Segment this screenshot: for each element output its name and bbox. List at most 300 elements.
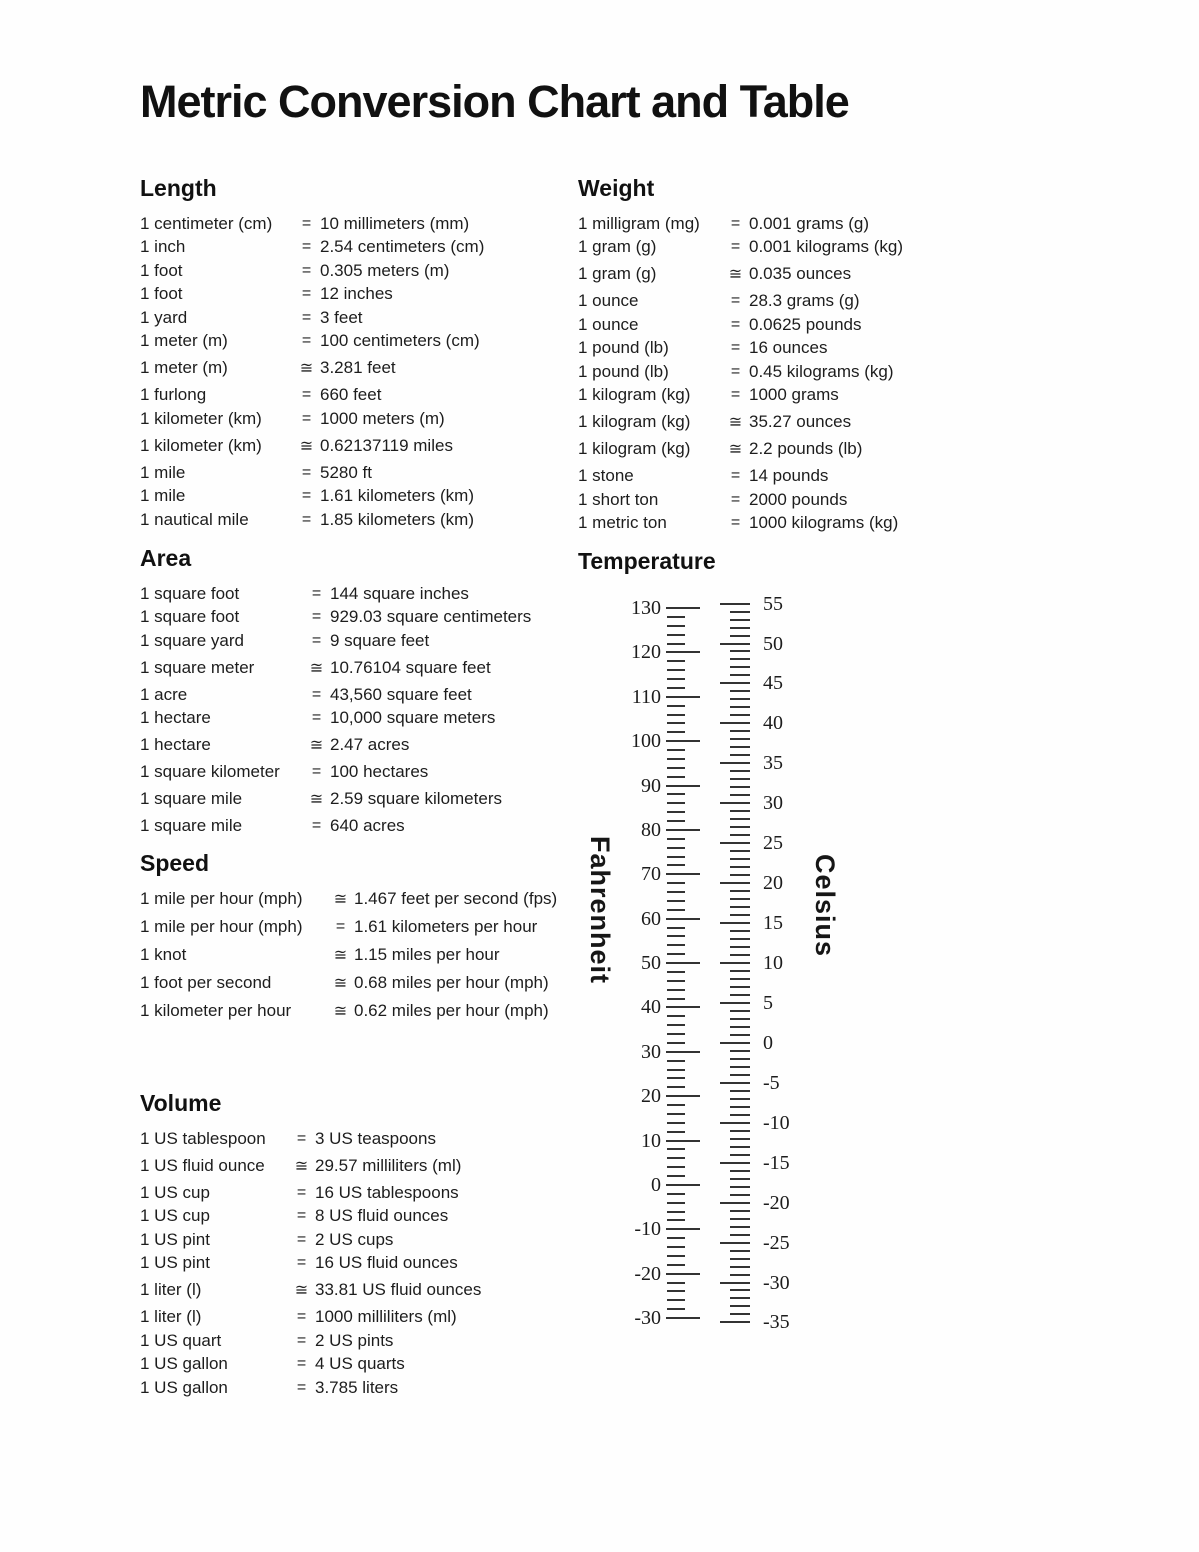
relation-symbol: = — [311, 584, 322, 602]
celsius-tick — [730, 898, 750, 900]
conversion-value: 660 feet — [320, 385, 382, 405]
conversion-row — [578, 438, 1038, 462]
fahrenheit-tick-label: 130 — [631, 597, 661, 619]
fahrenheit-tick — [667, 643, 685, 645]
fahrenheit-tick — [667, 980, 685, 982]
celsius-tick — [730, 1074, 750, 1076]
celsius-tick — [730, 1274, 750, 1276]
celsius-tick — [730, 770, 750, 772]
celsius-tick — [730, 1130, 750, 1132]
relation-symbol: = — [311, 709, 322, 727]
conversion-term: 1 foot per second — [140, 973, 272, 993]
conversion-row — [140, 212, 585, 236]
relation-symbol: ≅ — [728, 441, 743, 459]
section-length — [140, 174, 585, 532]
conversion-term: 1 square meter — [140, 657, 255, 677]
relation-symbol: = — [730, 362, 741, 380]
celsius-tick — [720, 643, 750, 645]
relation-symbol: = — [301, 463, 312, 481]
relation-symbol: ≅ — [728, 266, 743, 284]
fahrenheit-tick-label: 100 — [631, 730, 661, 753]
fahrenheit-tick — [667, 820, 685, 822]
fahrenheit-tick — [666, 1317, 700, 1319]
celsius-tick — [730, 1090, 750, 1092]
fahrenheit-tick — [667, 838, 685, 840]
fahrenheit-tick-label: 70 — [641, 863, 661, 886]
fahrenheit-tick — [667, 1237, 685, 1239]
celsius-tick — [730, 874, 750, 876]
celsius-tick — [730, 914, 750, 916]
conversion-row — [578, 488, 1038, 512]
fahrenheit-tick — [666, 696, 700, 698]
celsius-tick-label: 0 — [763, 1031, 773, 1054]
conversion-row — [140, 707, 585, 731]
fahrenheit-tick — [667, 722, 685, 724]
conversion-row — [140, 407, 585, 431]
celsius-tick-label: 40 — [763, 712, 783, 735]
celsius-tick — [720, 1122, 750, 1124]
fahrenheit-tick — [667, 687, 685, 689]
celsius-tick — [730, 866, 750, 868]
conversion-row — [578, 384, 1038, 408]
conversion-value: 8 US fluid ounces — [315, 1206, 449, 1226]
conversion-value: 1000 kilograms (kg) — [749, 513, 899, 533]
conversion-row — [578, 411, 1038, 435]
celsius-tick — [720, 882, 750, 884]
conversion-term: 1 meter (m) — [140, 331, 228, 351]
conversion-value: 0.0625 pounds — [749, 314, 862, 334]
conversion-row — [140, 306, 585, 330]
fahrenheit-tick-label: 110 — [631, 685, 661, 708]
conversion-row — [140, 971, 610, 996]
conversion-term: 1 pound (lb) — [578, 361, 669, 381]
conversion-row — [140, 788, 585, 812]
fahrenheit-tick — [667, 1042, 685, 1044]
conversion-row — [140, 1228, 585, 1252]
conversion-value: 3 feet — [320, 307, 363, 327]
conversion-term: 1 acre — [140, 684, 188, 704]
conversion-value: 0.035 ounces — [749, 264, 852, 284]
celsius-tick — [730, 714, 750, 716]
fahrenheit-tick — [666, 1228, 700, 1230]
fahrenheit-tick — [667, 998, 685, 1000]
celsius-tick — [720, 1002, 750, 1004]
conversion-row — [140, 734, 585, 758]
celsius-tick — [730, 1194, 750, 1196]
celsius-tick — [730, 1218, 750, 1220]
conversion-value: 4 US quarts — [315, 1354, 405, 1374]
fahrenheit-tick-label: -20 — [634, 1262, 661, 1285]
fahrenheit-tick — [666, 962, 700, 964]
fahrenheit-tick-label: -30 — [634, 1307, 661, 1329]
conversion-value: 10,000 square meters — [330, 708, 496, 728]
conversion-row — [140, 236, 585, 260]
celsius-tick — [720, 1321, 750, 1323]
fahrenheit-tick — [666, 873, 700, 875]
fahrenheit-tick — [667, 1193, 685, 1195]
fahrenheit-axis-label: Fahrenheit — [585, 836, 615, 985]
fahrenheit-tick — [667, 625, 685, 627]
section-area — [140, 544, 585, 838]
celsius-tick-label: -25 — [763, 1231, 790, 1254]
fahrenheit-tick — [667, 864, 685, 866]
celsius-tick — [730, 1313, 750, 1315]
celsius-tick-label: -5 — [763, 1071, 780, 1094]
conversion-term: 1 yard — [140, 307, 188, 327]
celsius-tick — [730, 906, 750, 908]
conversion-value: 1000 milliliters (ml) — [315, 1307, 457, 1327]
celsius-tick — [730, 666, 750, 668]
fahrenheit-tick — [667, 1060, 685, 1062]
fahrenheit-tick — [667, 1246, 685, 1248]
conversion-row — [578, 263, 1038, 287]
relation-symbol: = — [730, 514, 741, 532]
section-title-area: Area — [140, 545, 192, 571]
relation-symbol: ≅ — [309, 791, 324, 809]
relation-symbol: = — [301, 409, 312, 427]
celsius-tick-label: 5 — [763, 991, 773, 1014]
fahrenheit-tick-label: 50 — [641, 952, 661, 974]
fahrenheit-tick — [666, 607, 700, 609]
conversion-term: 1 US cup — [140, 1182, 210, 1202]
relation-symbol: ≅ — [299, 437, 314, 455]
celsius-tick — [730, 938, 750, 940]
fahrenheit-tick — [667, 1290, 685, 1292]
conversion-term: 1 hectare — [140, 735, 211, 755]
conversion-value: 10 millimeters (mm) — [320, 213, 470, 233]
conversion-value: 929.03 square centimeters — [330, 607, 532, 627]
conversion-row — [140, 915, 610, 940]
celsius-tick — [720, 922, 750, 924]
celsius-tick — [730, 706, 750, 708]
celsius-tick-label: 30 — [763, 792, 783, 815]
fahrenheit-tick — [667, 1069, 685, 1071]
relation-symbol: = — [301, 238, 312, 256]
conversion-value: 0.62 miles per hour (mph) — [354, 1001, 549, 1021]
area-rows — [140, 582, 585, 838]
celsius-tick — [730, 698, 750, 700]
conversion-term: 1 kilometer per hour — [140, 1001, 292, 1021]
relation-symbol: ≅ — [309, 659, 324, 677]
conversion-value: 1.467 feet per second (fps) — [354, 889, 558, 909]
conversion-row — [578, 313, 1038, 337]
conversion-term: 1 furlong — [140, 385, 207, 405]
fahrenheit-tick — [667, 1077, 685, 1079]
relation-symbol: ≅ — [294, 1157, 309, 1175]
fahrenheit-tick — [667, 1122, 685, 1124]
fahrenheit-tick — [667, 793, 685, 795]
celsius-tick-label: 45 — [763, 672, 783, 695]
fahrenheit-tick — [667, 909, 685, 911]
celsius-tick — [730, 930, 750, 932]
conversion-value: 100 hectares — [330, 762, 429, 782]
fahrenheit-tick — [667, 856, 685, 858]
fahrenheit-tick-label: -10 — [634, 1218, 661, 1241]
conversion-value: 1000 meters (m) — [320, 408, 445, 428]
conversion-row — [140, 485, 585, 509]
fahrenheit-tick-label: 40 — [641, 996, 661, 1019]
celsius-tick — [730, 1066, 750, 1068]
relation-symbol: = — [730, 386, 741, 404]
conversion-term: 1 nautical mile — [140, 509, 249, 529]
celsius-tick — [730, 1258, 750, 1260]
fahrenheit-tick — [667, 847, 685, 849]
celsius-tick — [730, 619, 750, 621]
celsius-tick — [730, 1050, 750, 1052]
conversion-value: 3 US teaspoons — [315, 1128, 436, 1148]
conversion-term: 1 kilogram (kg) — [578, 412, 691, 432]
conversion-value: 144 square inches — [330, 583, 469, 603]
conversion-value: 100 centimeters (cm) — [320, 331, 480, 351]
fahrenheit-tick — [667, 731, 685, 733]
fahrenheit-tick — [666, 1140, 700, 1142]
celsius-tick-label: 35 — [763, 752, 783, 775]
fahrenheit-tick-label: 80 — [641, 818, 661, 841]
fahrenheit-tick — [667, 660, 685, 662]
conversion-value: 2.2 pounds (lb) — [749, 439, 863, 459]
conversion-value: 16 US fluid ounces — [315, 1253, 458, 1273]
conversion-value: 10.76104 square feet — [330, 657, 491, 677]
fahrenheit-tick — [667, 989, 685, 991]
conversion-value: 3.785 liters — [315, 1377, 399, 1397]
conversion-row — [140, 606, 585, 630]
fahrenheit-tick — [666, 651, 700, 653]
relation-symbol: = — [296, 1355, 307, 1373]
conversion-row — [140, 259, 585, 283]
conversion-value: 29.57 milliliters (ml) — [315, 1155, 462, 1175]
fahrenheit-tick — [666, 1095, 700, 1097]
celsius-tick — [720, 762, 750, 764]
conversion-row — [140, 1205, 585, 1229]
celsius-tick — [730, 1266, 750, 1268]
conversion-term: 1 US quart — [140, 1330, 222, 1350]
speed-rows — [140, 887, 610, 1024]
fahrenheit-tick — [667, 891, 685, 893]
celsius-tick — [730, 810, 750, 812]
relation-symbol: = — [730, 490, 741, 508]
conversion-value: 0.305 meters (m) — [320, 260, 450, 280]
fahrenheit-tick — [667, 714, 685, 716]
fahrenheit-tick — [667, 1202, 685, 1204]
conversion-value: 1.61 kilometers (km) — [320, 486, 474, 506]
fahrenheit-tick — [667, 1299, 685, 1301]
celsius-tick — [730, 658, 750, 660]
celsius-tick — [720, 1162, 750, 1164]
celsius-tick — [730, 746, 750, 748]
conversion-value: 3.281 feet — [320, 358, 396, 378]
conversion-row — [140, 384, 585, 408]
celsius-tick — [730, 611, 750, 613]
celsius-tick-label: 25 — [763, 832, 783, 855]
section-temperature — [578, 547, 878, 575]
conversion-term: 1 kilometer (km) — [140, 408, 262, 428]
conversion-term: 1 inch — [140, 237, 186, 257]
conversion-value: 12 inches — [320, 284, 393, 304]
fahrenheit-tick — [667, 1113, 685, 1115]
conversion-term: 1 kilogram (kg) — [578, 439, 691, 459]
fahrenheit-tick — [667, 1308, 685, 1310]
conversion-value: 1000 grams — [749, 385, 839, 405]
fahrenheit-tick — [666, 918, 700, 920]
celsius-tick — [730, 794, 750, 796]
conversion-value: 0.68 miles per hour (mph) — [354, 973, 549, 993]
fahrenheit-tick — [667, 1175, 685, 1177]
conversion-term: 1 liter (l) — [140, 1307, 202, 1327]
fahrenheit-tick — [667, 1211, 685, 1213]
section-speed — [140, 849, 610, 1027]
conversion-row — [140, 283, 585, 307]
fahrenheit-tick — [666, 829, 700, 831]
conversion-row — [140, 629, 585, 653]
celsius-tick — [730, 754, 750, 756]
fahrenheit-tick — [667, 802, 685, 804]
conversion-value: 5280 ft — [320, 462, 372, 482]
conversion-term: 1 mile — [140, 486, 186, 506]
conversion-row — [140, 1329, 585, 1353]
celsius-tick — [720, 722, 750, 724]
fahrenheit-tick — [666, 1051, 700, 1053]
conversion-term: 1 square foot — [140, 583, 240, 603]
fahrenheit-tick — [667, 1264, 685, 1266]
section-volume — [140, 1089, 585, 1400]
conversion-row — [140, 1154, 585, 1178]
conversion-value: 0.001 grams (g) — [749, 213, 869, 233]
celsius-tick — [720, 962, 750, 964]
conversion-term: 1 US cup — [140, 1206, 210, 1226]
celsius-tick — [730, 826, 750, 828]
conversion-term: 1 centimeter (cm) — [140, 213, 273, 233]
weight-rows — [578, 212, 1038, 535]
relation-symbol: = — [730, 214, 741, 232]
celsius-tick — [730, 1250, 750, 1252]
conversion-row — [140, 683, 585, 707]
conversion-row — [140, 1181, 585, 1205]
celsius-tick — [730, 978, 750, 980]
conversion-value: 9 square feet — [330, 630, 430, 650]
relation-symbol: ≅ — [728, 414, 743, 432]
conversion-value: 2 US cups — [315, 1229, 394, 1249]
conversion-term: 1 knot — [140, 945, 187, 965]
celsius-tick — [730, 690, 750, 692]
relation-symbol: = — [730, 467, 741, 485]
conversion-row — [140, 508, 585, 532]
fahrenheit-tick — [667, 1024, 685, 1026]
conversion-term: 1 US tablespoon — [140, 1128, 266, 1148]
fahrenheit-tick — [667, 1033, 685, 1035]
relation-symbol: = — [311, 817, 322, 835]
conversion-value: 33.81 US fluid ounces — [315, 1280, 482, 1300]
fahrenheit-tick — [667, 1166, 685, 1168]
fahrenheit-tick — [667, 1015, 685, 1017]
conversion-term: 1 square kilometer — [140, 762, 280, 782]
fahrenheit-tick — [667, 1148, 685, 1150]
celsius-tick — [730, 1297, 750, 1299]
conversion-value: 2 US pints — [315, 1330, 394, 1350]
conversion-value: 640 acres — [330, 816, 405, 836]
relation-symbol: = — [301, 332, 312, 350]
relation-symbol: = — [301, 214, 312, 232]
celsius-tick-label: -20 — [763, 1191, 790, 1214]
conversion-term: 1 ounce — [578, 291, 639, 311]
conversion-row — [140, 1353, 585, 1377]
relation-symbol: = — [730, 339, 741, 357]
conversion-row — [578, 290, 1038, 314]
relation-symbol: = — [730, 292, 741, 310]
volume-rows — [140, 1127, 585, 1400]
celsius-tick — [730, 1098, 750, 1100]
celsius-tick — [730, 994, 750, 996]
celsius-tick — [730, 1178, 750, 1180]
conversion-row — [140, 582, 585, 606]
fahrenheit-tick — [667, 678, 685, 680]
page-title: Metric Conversion Chart and Table — [140, 76, 849, 127]
celsius-tick — [730, 1226, 750, 1228]
celsius-tick — [730, 650, 750, 652]
relation-symbol: = — [296, 1254, 307, 1272]
conversion-term: 1 foot — [140, 284, 183, 304]
conversion-term: 1 kilogram (kg) — [578, 385, 691, 405]
conversion-term: 1 milligram (mg) — [578, 213, 700, 233]
conversion-row — [140, 330, 585, 354]
celsius-tick-label: 50 — [763, 632, 783, 655]
fahrenheit-tick — [667, 927, 685, 929]
relation-symbol: = — [311, 608, 322, 626]
conversion-value: 16 US tablespoons — [315, 1182, 459, 1202]
fahrenheit-tick-label: 0 — [651, 1173, 661, 1196]
celsius-tick — [730, 1170, 750, 1172]
relation-symbol: ≅ — [299, 360, 314, 378]
conversion-term: 1 liter (l) — [140, 1280, 202, 1300]
celsius-tick — [720, 1282, 750, 1284]
fahrenheit-tick — [666, 1006, 700, 1008]
conversion-row — [578, 360, 1038, 384]
conversion-row — [140, 1306, 585, 1330]
conversion-term: 1 square yard — [140, 630, 244, 650]
conversion-row — [140, 1252, 585, 1276]
celsius-tick — [730, 1106, 750, 1108]
conversion-row — [140, 1376, 585, 1400]
relation-symbol: = — [301, 386, 312, 404]
conversion-value: 2.54 centimeters (cm) — [320, 237, 485, 257]
relation-symbol: = — [296, 1331, 307, 1349]
fahrenheit-tick — [667, 953, 685, 955]
conversion-row — [578, 236, 1038, 260]
fahrenheit-tick — [667, 758, 685, 760]
relation-symbol: = — [730, 315, 741, 333]
conversion-row — [140, 1279, 585, 1303]
conversion-row — [578, 512, 1038, 536]
conversion-term: 1 metric ton — [578, 513, 667, 533]
fahrenheit-tick — [666, 785, 700, 787]
conversion-term: 1 kilometer (km) — [140, 435, 262, 455]
conversion-term: 1 stone — [578, 466, 634, 486]
conversion-term: 1 mile per hour (mph) — [140, 889, 303, 909]
conversion-row — [140, 943, 610, 968]
conversion-term: 1 US fluid ounce — [140, 1155, 265, 1175]
section-title-length: Length — [140, 175, 217, 201]
conversion-row — [140, 815, 585, 839]
relation-symbol: ≅ — [294, 1282, 309, 1300]
celsius-tick — [720, 603, 750, 605]
celsius-tick — [720, 682, 750, 684]
relation-symbol: = — [296, 1183, 307, 1201]
celsius-tick — [730, 1018, 750, 1020]
conversion-value: 35.27 ounces — [749, 412, 852, 432]
fahrenheit-tick — [666, 1184, 700, 1186]
celsius-tick — [730, 1186, 750, 1188]
conversion-row — [140, 357, 585, 381]
conversion-value: 43,560 square feet — [330, 684, 472, 704]
